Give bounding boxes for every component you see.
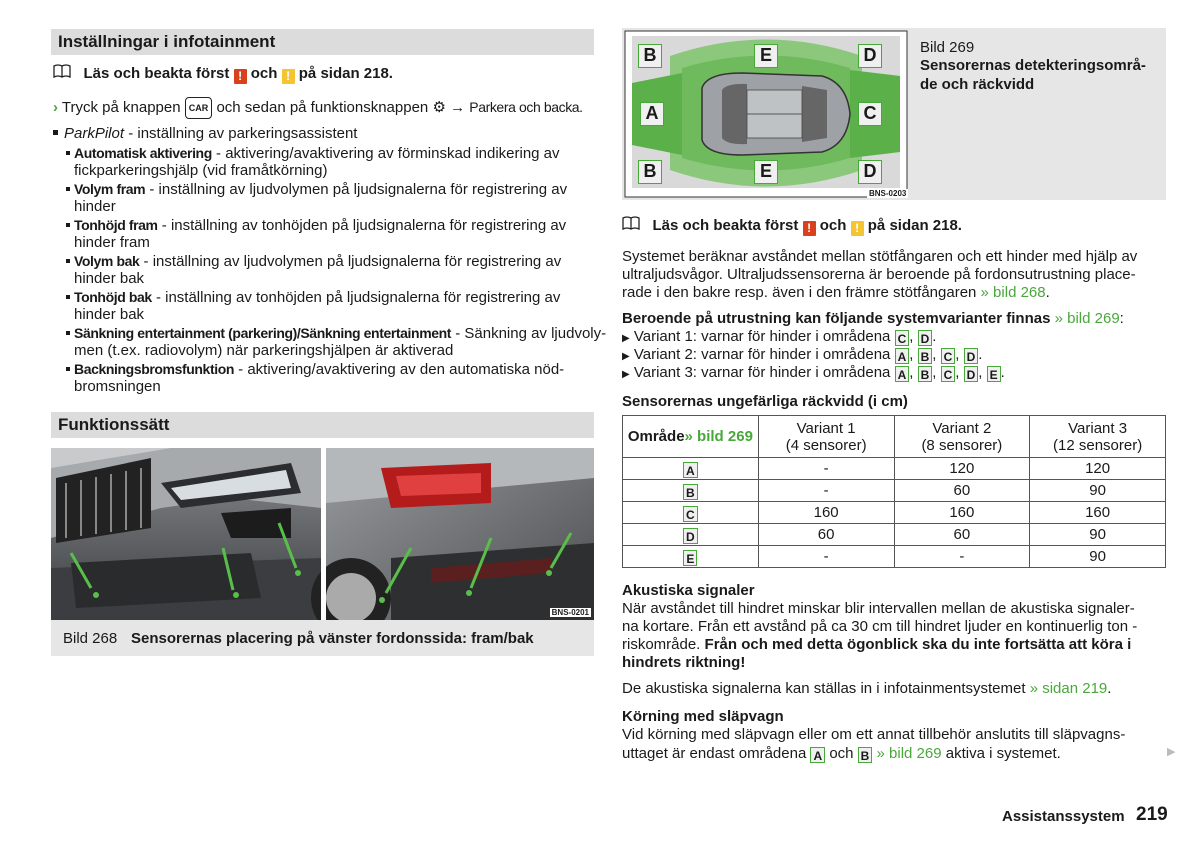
cell-variant-2: 120 — [894, 458, 1030, 480]
acoustic-heading: Akustiska signaler — [622, 582, 755, 599]
cell-variant-2: 60 — [894, 480, 1030, 502]
cell-zone — [623, 546, 759, 568]
settings-gear-icon: ⚙ — [432, 99, 446, 116]
parkpilot-item: ParkPilot - inställning av parkeringsassistent — [53, 125, 357, 143]
zone-box-a: A — [810, 747, 825, 763]
acoustic-line-5: De akustiska signalerna kan ställas in i infotainmentsystemet » sidan 219. — [622, 680, 1112, 697]
acoustic-line-3: riskområde. Från och med detta ögonblick ska du inte fortsätta att köra i — [622, 636, 1132, 653]
zone-label-mid-left: A — [640, 102, 664, 126]
bullet-icon — [66, 295, 70, 299]
variant-item: ▶ Variant 1: varnar för hinder i områdena C , D . — [622, 328, 937, 346]
table-row — [623, 458, 1166, 480]
triangle-bullet-icon: ▶ — [622, 369, 630, 380]
zone-box: B — [918, 348, 933, 364]
link-sidan-219[interactable]: » sidan 219 — [1029, 680, 1108, 697]
link-bild-269[interactable]: » bild 269 — [876, 745, 942, 762]
zone-box: C — [941, 366, 956, 382]
cell-variant-3: 90 — [1030, 480, 1166, 502]
triangle-bullet-icon: ▶ — [622, 333, 630, 344]
continue-arrow-icon: ▶ — [1167, 746, 1176, 758]
zone-box: E — [683, 550, 697, 566]
bullet-icon — [66, 331, 70, 335]
triangle-bullet-icon: ▶ — [622, 351, 630, 362]
link-bild-269[interactable]: » bild 269 — [1054, 310, 1120, 327]
sub-item-continuation: bromsningen — [74, 378, 161, 395]
zone-label-bot-mid: E — [754, 160, 778, 184]
zone-label-top-right: D — [858, 44, 882, 68]
intro-line-3: rade i den bakre resp. även i den främre stötfångaren » bild 268. — [622, 284, 1050, 301]
zone-box: B — [683, 484, 698, 500]
cell-variant-3: 160 — [1030, 502, 1166, 524]
detection-diagram — [622, 28, 910, 200]
sub-item: Volym fram - inställning av ljudvolymen på ljudsignalerna för registrering av — [66, 180, 567, 199]
warning-yellow-icon: ! — [282, 69, 295, 84]
sub-item: Tonhöjd bak - inställning av tonhöjden på ljudsignalerna för registrering av — [66, 288, 560, 307]
cell-zone — [623, 502, 759, 524]
cell-zone — [623, 480, 759, 502]
zone-label-mid-right: C — [858, 102, 882, 126]
bullet-icon — [66, 223, 70, 227]
zone-label-bot-right: D — [858, 160, 882, 184]
sub-item: Backningsbromsfunktion - aktivering/avaktivering av den automatiska nöd- — [66, 360, 564, 379]
zone-box-b: B — [858, 747, 873, 763]
figure-269-title-1: Sensorernas detekteringsområ- — [920, 57, 1146, 74]
figure-268-caption: Bild 268 Sensorernas placering på vänster fordonssida: fram/bak — [51, 620, 594, 656]
bullet-icon — [66, 151, 70, 155]
warning-yellow-icon: ! — [851, 221, 864, 236]
settings-heading: Inställningar i infotainment — [51, 29, 594, 55]
zone-box: E — [987, 366, 1001, 382]
cell-variant-2: 160 — [894, 502, 1030, 524]
acoustic-line-2: na kortare. Från ett avstånd på ca 30 cm till hindret ljuder en kontinuerlig ton - — [622, 618, 1138, 635]
trailer-line-1: Vid körning med släpvagn eller om ett annat tillbehör anslutits till släpvagns- — [622, 726, 1126, 743]
cell-variant-1: - — [758, 480, 894, 502]
footer-section: Assistanssystem — [1002, 808, 1125, 825]
bullet-icon — [66, 367, 70, 371]
zone-label-bot-left: B — [638, 160, 662, 184]
link-bild-268[interactable]: » bild 268 — [980, 284, 1046, 301]
cell-variant-1: 60 — [758, 524, 894, 546]
sub-item-continuation: fickparkeringshjälp (vid framåtkörning) — [74, 162, 328, 179]
header-variant-1: Variant 1 (4 sensorer) — [758, 416, 894, 458]
zone-box: C — [683, 506, 698, 522]
zone-label-top-mid: E — [754, 44, 778, 68]
instruction: › Tryck på knappen CAR och sedan på funktionsknappen ⚙ → Parkera och backa. — [53, 97, 583, 119]
zone-label-top-left: B — [638, 44, 662, 68]
range-table — [622, 415, 1166, 568]
intro-line-1: Systemet beräknar avståndet mellan stötfångaren och ett hinder med hjälp av — [622, 248, 1138, 265]
sub-item: Automatisk aktivering - aktivering/avaktivering av förminskad indikering av — [66, 144, 560, 163]
table-row — [623, 480, 1166, 502]
zone-box: C — [895, 330, 910, 346]
cell-variant-1: - — [758, 458, 894, 480]
sub-item: Tonhöjd fram - inställning av tonhöjden på ljudsignalerna för registrering av — [66, 216, 566, 235]
book-icon — [622, 216, 640, 235]
read-note-right: Läs och beakta först ! och ! på sidan 218. — [622, 216, 962, 236]
zone-box: A — [895, 348, 910, 364]
table-row — [623, 502, 1166, 524]
zone-box: D — [964, 366, 979, 382]
warning-red-icon: ! — [803, 221, 816, 236]
header-variant-2: Variant 2 (8 sensorer) — [894, 416, 1030, 458]
table-row — [623, 546, 1166, 568]
header-area: Område» bild 269 — [623, 416, 759, 458]
zone-box: B — [918, 366, 933, 382]
bullet-icon — [66, 259, 70, 263]
zone-box: D — [683, 528, 698, 544]
sub-item-continuation: hinder — [74, 198, 116, 215]
table-body — [623, 458, 1166, 568]
book-icon — [53, 64, 71, 83]
variant-item: ▶ Variant 2: varnar för hinder i områdena A , B , C , D . — [622, 346, 983, 364]
variant-item: ▶ Variant 3: varnar för hinder i områdena A , B , C , D , E . — [622, 364, 1005, 382]
intro-line-2: ultraljudsvågor. Ultraljudssensorerna är beroende på fordonsutrustning place- — [622, 266, 1136, 283]
cell-variant-3: 90 — [1030, 546, 1166, 568]
table-header-row — [623, 416, 1166, 458]
bullet-icon — [53, 130, 58, 135]
sub-item-continuation: men (t.ex. radiovolym) när parkeringshjälpen är aktiverad — [74, 342, 454, 359]
cell-variant-2: 60 — [894, 524, 1030, 546]
zone-box: C — [941, 348, 956, 364]
variants-heading: Beroende på utrustning kan följande systemvarianter finnas » bild 269: — [622, 310, 1124, 327]
zone-box: A — [683, 462, 698, 478]
warning-red-icon: ! — [234, 69, 247, 84]
page-number: 219 — [1136, 804, 1168, 825]
zone-box: A — [895, 366, 910, 382]
zone-box: D — [918, 330, 933, 346]
photo-code: BNS-0201 — [551, 608, 589, 617]
header-variant-3: Variant 3 (12 sensorer) — [1030, 416, 1166, 458]
acoustic-line-4: hindrets riktning! — [622, 654, 746, 671]
cell-variant-1: - — [758, 546, 894, 568]
sensor-location-photo — [51, 448, 594, 620]
cell-variant-1: 160 — [758, 502, 894, 524]
zone-box: D — [964, 348, 979, 364]
sub-item-continuation: hinder bak — [74, 306, 145, 323]
cell-zone — [623, 524, 759, 546]
figure-269-label: Bild 269 — [920, 39, 975, 56]
cell-variant-2: - — [894, 546, 1030, 568]
sub-item-continuation: hinder fram — [74, 234, 150, 251]
sub-item: Volym bak - inställning av ljudvolymen på ljudsignalerna för registrering av — [66, 252, 561, 271]
car-key-icon: CAR — [185, 97, 213, 119]
chevron-right-icon: › — [53, 99, 58, 116]
cell-variant-3: 120 — [1030, 458, 1166, 480]
function-heading: Funktionssätt — [51, 412, 594, 438]
acoustic-line-1: När avståndet till hindret minskar blir intervallen mellan de akustiska signaler- — [622, 600, 1135, 617]
trailer-heading: Körning med släpvagn — [622, 708, 784, 725]
sub-item-continuation: hinder bak — [74, 270, 145, 287]
read-note-left: Läs och beakta först ! och ! på sidan 218. — [53, 64, 393, 84]
link-bild-269[interactable]: » bild 269 — [684, 428, 753, 445]
cell-variant-3: 90 — [1030, 524, 1166, 546]
table-title: Sensorernas ungefärliga räckvidd (i cm) — [622, 393, 908, 410]
figure-269-title-2: de och räckvidd — [920, 76, 1035, 93]
table-row — [623, 524, 1166, 546]
diagram-code: BNS-0203 — [869, 189, 907, 198]
sub-item: Sänkning entertainment (parkering)/Sänkning entertainment - Sänkning av ljudvoly- — [66, 324, 606, 343]
bullet-icon — [66, 187, 70, 191]
trailer-line-2: uttaget är endast områdena A och B » bild 269 aktiva i systemet. — [622, 745, 1061, 763]
cell-zone — [623, 458, 759, 480]
